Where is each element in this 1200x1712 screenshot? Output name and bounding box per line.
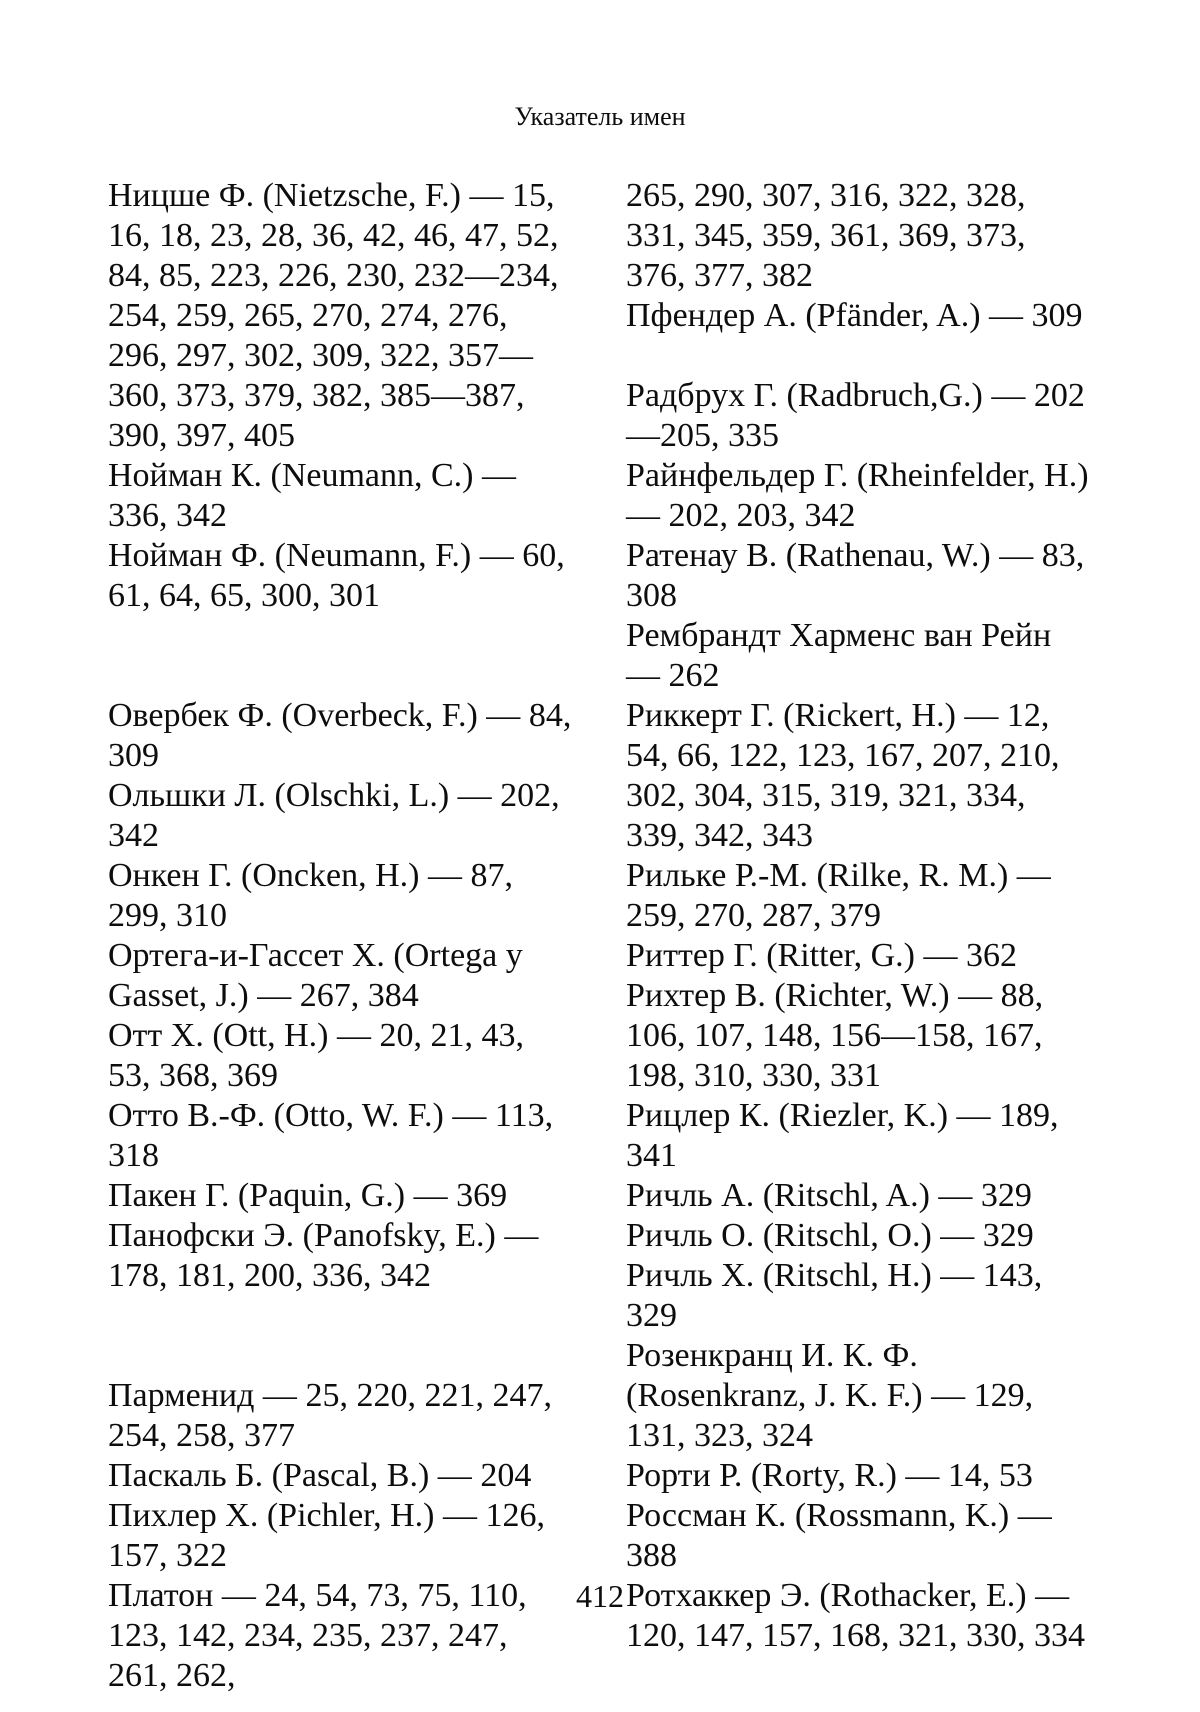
entry-name: Рильке Р.-М. (Rilke, R. M.) — bbox=[626, 857, 1051, 894]
entry-page-refs: 329 bbox=[974, 1217, 1034, 1254]
entry-name: Платон — bbox=[108, 1577, 256, 1614]
entry-name: Ричль Х. (Ritschl, H.) — bbox=[626, 1257, 975, 1294]
entry-page-refs: 336, 342 bbox=[108, 497, 227, 534]
index-entry bbox=[626, 1456, 1091, 1496]
index-entry bbox=[108, 1456, 573, 1496]
entry-page-refs: 20, 21, 43, 53, 368, 369 bbox=[108, 1017, 524, 1094]
index-entry bbox=[108, 696, 573, 776]
index-entry bbox=[108, 1496, 573, 1576]
entry-name: Радбрух Г. (Radbruch,G.) — bbox=[626, 377, 1026, 414]
index-entry bbox=[108, 536, 573, 616]
entry-name: Рембрандт Харменс ван Рейн — bbox=[626, 617, 1052, 694]
entry-page-refs: 262 bbox=[660, 657, 720, 694]
entry-page-refs: 388 bbox=[626, 1537, 677, 1574]
index-entry bbox=[626, 536, 1091, 616]
index-entry bbox=[626, 1216, 1091, 1256]
entry-name: Рицлер К. (Riezler, K.) — bbox=[626, 1097, 991, 1134]
entry-page-refs: 120, 147, 157, 168, 321, 330, 334 bbox=[626, 1617, 1085, 1654]
entry-page-refs: 84, 309 bbox=[108, 697, 572, 774]
entry-page-refs: 113, 318 bbox=[108, 1097, 554, 1174]
entry-name: Нойман Ф. (Neumann, F.) — bbox=[108, 537, 514, 574]
entry-name: Россман К. (Rossmann, K.) — bbox=[626, 1497, 1052, 1534]
index-entry bbox=[626, 296, 1091, 336]
index-entry bbox=[108, 1176, 573, 1216]
index-entry bbox=[626, 856, 1091, 936]
entry-page-refs: 87, 299, 310 bbox=[108, 857, 513, 934]
entry-name: Розенкранц И. К. Ф. (Rosenkranz, J. K. F.) — bbox=[626, 1337, 966, 1414]
index-entry bbox=[108, 1016, 573, 1096]
entry-name: Риккерт Г. (Rickert, H.) — bbox=[626, 697, 999, 734]
index-entry bbox=[108, 456, 573, 536]
entry-name: Ратенау В. (Rathenau, W.) — bbox=[626, 537, 1034, 574]
entry-page-refs: 202, 342 bbox=[108, 777, 560, 854]
entry-name: Онкен Г. (Oncken, H.) — bbox=[108, 857, 462, 894]
entry-page-refs: 189, 341 bbox=[626, 1097, 1059, 1174]
entry-page-refs: 12, 54, 66, 122, 123, 167, 207, 210, 302, 304, 315, 319, 321, 334, 339, 342, 343 bbox=[626, 697, 1060, 854]
entry-name: Ричль О. (Ritschl, O.) — bbox=[626, 1217, 975, 1254]
entry-page-refs: 369 bbox=[447, 1177, 508, 1214]
entry-page-refs: 362 bbox=[957, 937, 1017, 974]
letter-section-gap bbox=[626, 336, 1091, 376]
index-column-left bbox=[108, 176, 573, 1696]
index-entry bbox=[626, 936, 1091, 976]
index-entry bbox=[626, 1256, 1091, 1336]
running-head: Указатель имен bbox=[514, 102, 686, 131]
index-entry bbox=[626, 376, 1091, 456]
entry-page-refs: 265, 290, 307, 316, 322, 328, 331, 345, 359, 361, 369, 373, 376, 377, 382 bbox=[626, 177, 1026, 294]
entry-name: Паскаль Б. (Pascal, B.) — bbox=[108, 1457, 472, 1494]
entry-page-refs: 204 bbox=[471, 1457, 532, 1494]
index-entry bbox=[626, 696, 1091, 856]
index-entry bbox=[626, 176, 1091, 296]
index-entry bbox=[626, 1096, 1091, 1176]
entry-name: Нойман К. (Neumann, C.) — bbox=[108, 457, 516, 494]
index-entry bbox=[626, 1496, 1091, 1576]
entry-name: Отт Х. (Ott, H.) — bbox=[108, 1017, 371, 1054]
entry-page-refs: 14, 53 bbox=[939, 1457, 1033, 1494]
entry-name: Ницше Ф. (Nietzsche, F.) — bbox=[108, 177, 504, 214]
entry-name: Ротхаккер Э. (Rothacker, E.) — bbox=[626, 1577, 1070, 1614]
index-entry bbox=[108, 936, 573, 1016]
index-entry bbox=[108, 1096, 573, 1176]
index-entry bbox=[626, 456, 1091, 536]
entry-name: Панофски Э. (Panofsky, E.) — bbox=[108, 1217, 539, 1254]
entry-name: Риттер Г. (Ritter, G.) — bbox=[626, 937, 958, 974]
entry-name: Ольшки Л. (Olschki, L.) — bbox=[108, 777, 492, 814]
index-entry bbox=[108, 856, 573, 936]
index-column-right bbox=[626, 176, 1091, 1656]
index-entry bbox=[626, 1336, 1091, 1456]
index-entry bbox=[626, 976, 1091, 1096]
entry-page-refs: 15, 16, 18, 23, 28, 36, 42, 46, 47, 52, 84, 85, 223, 226, 230, 232—234, 254, 259, 265, 270, 274, 276, 296, 297, 302, 309, 322, 357—360, 373, 379, 382, 385—387, 390, 397, 405 bbox=[108, 177, 559, 454]
entry-page-refs: 143, 329 bbox=[626, 1257, 1043, 1334]
entry-name: Ричль А. (Ritschl, A.) — bbox=[626, 1177, 973, 1214]
entry-name: Пихлер Х. (Pichler, H.) — bbox=[108, 1497, 478, 1534]
entry-name: Райнфельдер Г. (Rheinfelder, H.) — bbox=[626, 457, 1089, 534]
entry-page-refs: 83, 308 bbox=[626, 537, 1085, 614]
entry-page-refs: 329 bbox=[972, 1177, 1032, 1214]
entry-page-refs: 259, 270, 287, 379 bbox=[626, 897, 881, 934]
entry-name: Пфендер А. (Pfänder, A.) — bbox=[626, 297, 1024, 334]
index-entry bbox=[108, 1216, 573, 1296]
index-entry bbox=[108, 776, 573, 856]
entry-page-refs: 88, 106, 107, 148, 156—158, 167, 198, 310, 330, 331 bbox=[626, 977, 1044, 1094]
entry-page-refs: 267, 384 bbox=[291, 977, 419, 1014]
index-entry bbox=[626, 1176, 1091, 1216]
entry-name: Рорти Р. (Rorty, R.) — bbox=[626, 1457, 940, 1494]
entry-page-refs: 60, 61, 64, 65, 300, 301 bbox=[108, 537, 565, 614]
entry-name: Ортега-и-Гассет Х. (Ortega y Gasset, J.) — bbox=[108, 937, 523, 1014]
entry-name: Овербек Ф. (Overbeck, F.) — bbox=[108, 697, 521, 734]
letter-section-gap bbox=[108, 616, 573, 696]
entry-page-refs: 178, 181, 200, 336, 342 bbox=[108, 1257, 431, 1294]
entry-page-refs: 309 bbox=[1023, 297, 1083, 334]
entry-name: Рихтер В. (Richter, W.) — bbox=[626, 977, 993, 1014]
letter-section-gap bbox=[108, 1296, 573, 1376]
entry-page-refs: 25, 220, 221, 247, 254, 258, 377 bbox=[108, 1377, 552, 1454]
index-entry bbox=[626, 616, 1091, 696]
entry-page-refs: 126, 157, 322 bbox=[108, 1497, 546, 1574]
entry-name: Парменид — bbox=[108, 1377, 297, 1414]
entry-page-refs: 129, 131, 323, 324 bbox=[626, 1377, 1034, 1454]
entry-page-refs: 202, 203, 342 bbox=[660, 497, 856, 534]
entry-name: Отто В.-Ф. (Otto, W. F.) — bbox=[108, 1097, 487, 1134]
page-number: 412 bbox=[576, 1578, 624, 1614]
entry-page-refs: 202—205, 335 bbox=[626, 377, 1085, 454]
entry-page-refs: 24, 54, 73, 75, 110, 123, 142, 234, 235, 237, 247, 261, 262, bbox=[108, 1577, 527, 1694]
index-entry bbox=[108, 176, 573, 456]
index-entry bbox=[108, 1376, 573, 1456]
entry-name: Пакен Г. (Paquin, G.) — bbox=[108, 1177, 448, 1214]
